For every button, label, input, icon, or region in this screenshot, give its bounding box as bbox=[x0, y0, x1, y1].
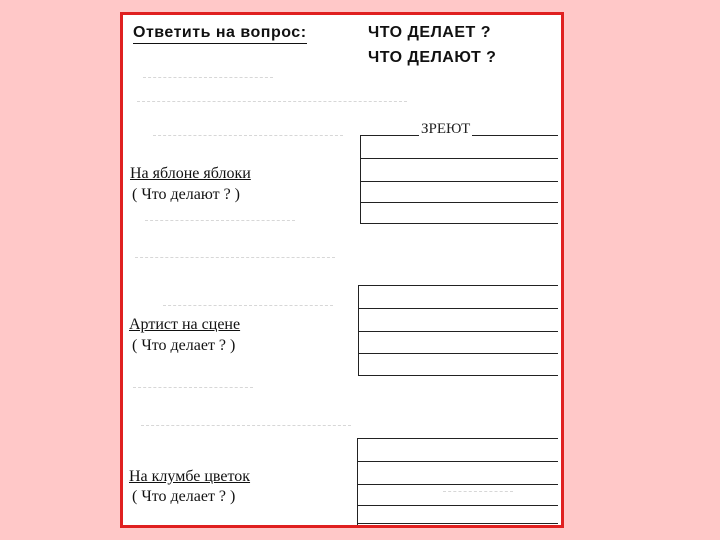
faint-line bbox=[145, 220, 295, 221]
answer-line bbox=[358, 353, 558, 354]
question-singular: ЧТО ДЕЛАЕТ ? bbox=[368, 24, 492, 41]
worksheet bbox=[120, 12, 564, 528]
faint-line bbox=[143, 77, 273, 78]
answer-bracket bbox=[360, 135, 361, 223]
answer-word: ЗРЕЮТ bbox=[421, 121, 471, 137]
exercise-phrase: На яблоне яблоки bbox=[130, 165, 251, 182]
answer-line bbox=[357, 438, 558, 439]
exercise-question: ( Что делает ? ) bbox=[132, 337, 236, 354]
answer-bracket bbox=[358, 285, 359, 375]
exercise-question: ( Что делает ? ) bbox=[132, 488, 236, 505]
answer-line bbox=[358, 375, 558, 376]
instruction-heading: Ответить на вопрос: bbox=[133, 24, 307, 44]
faint-line bbox=[135, 257, 335, 258]
faint-line bbox=[163, 305, 333, 306]
faint-line bbox=[153, 135, 343, 136]
answer-line bbox=[357, 461, 558, 462]
exercise-question: ( Что делают ? ) bbox=[132, 186, 240, 203]
answer-line bbox=[360, 181, 558, 182]
answer-line bbox=[357, 484, 558, 485]
answer-line bbox=[358, 308, 558, 309]
answer-line bbox=[360, 158, 558, 159]
answer-line bbox=[358, 285, 558, 286]
answer-line bbox=[360, 202, 558, 203]
faint-line bbox=[133, 387, 253, 388]
answer-line bbox=[358, 331, 558, 332]
question-plural: ЧТО ДЕЛАЮТ ? bbox=[368, 49, 497, 66]
answer-line bbox=[357, 505, 558, 506]
answer-line bbox=[357, 523, 558, 524]
answer-bracket bbox=[357, 438, 358, 525]
faint-line bbox=[443, 491, 513, 492]
faint-line bbox=[137, 101, 407, 102]
faint-line bbox=[141, 425, 351, 426]
answer-line bbox=[360, 223, 558, 224]
exercise-phrase: Артист на сцене bbox=[129, 316, 241, 333]
exercise-phrase: На клумбе цветок bbox=[129, 468, 251, 485]
